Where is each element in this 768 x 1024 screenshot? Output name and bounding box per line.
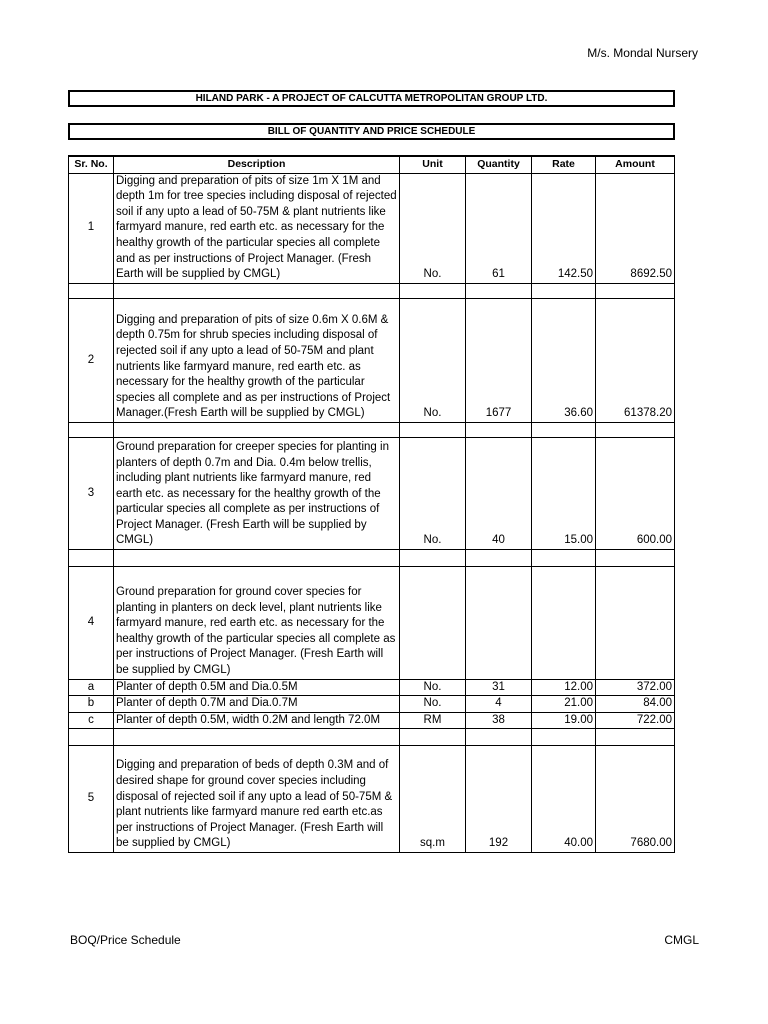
project-title: HILAND PARK - A PROJECT OF CALCUTTA METROPOLITAN GROUP LTD.	[68, 90, 675, 107]
description: Ground preparation for creeper species for planting in planters of depth 0.7m and Dia. 0.4m below trellis, including plant nutrients like farmyard manure, red earth etc. as necessary for the healthy growth of the particular species all complete as per instructions of Project Manager. (Fresh Earth will be supplied by CMGL)	[114, 437, 400, 549]
col-header-quantity: Quantity	[466, 156, 532, 173]
quantity: 192	[466, 746, 532, 853]
description: Planter of depth 0.7M and Dia.0.7M	[114, 696, 400, 713]
quantity: 1677	[466, 298, 532, 422]
amount: 372.00	[596, 679, 675, 696]
boq-table	[68, 155, 675, 853]
schedule-title: BILL OF QUANTITY AND PRICE SCHEDULE	[68, 123, 675, 140]
sr-no: a	[69, 679, 114, 696]
footer-left: BOQ/Price Schedule	[70, 933, 181, 947]
table-row	[69, 696, 675, 713]
amount: 600.00	[596, 437, 675, 549]
spacer-row	[69, 283, 675, 298]
rate: 12.00	[532, 679, 596, 696]
rate: 40.00	[532, 746, 596, 853]
unit: No.	[400, 679, 466, 696]
description: Digging and preparation of pits of size 1m X 1M and depth 1m for tree species including disposal of rejected soil if any upto a lead of 50-75M & plant nutrients like farmyard manure, red earth etc. as necessary for the healthy growth of the particular species all complete and as per instructions of Project Manager. (Fresh Earth will be supplied by CMGL)	[114, 173, 400, 283]
col-header-amount: Amount	[596, 156, 675, 173]
table-row	[69, 173, 675, 283]
unit: RM	[400, 712, 466, 729]
rate: 142.50	[532, 173, 596, 283]
spacer-row	[69, 422, 675, 437]
amount: 8692.50	[596, 173, 675, 283]
sr-no: c	[69, 712, 114, 729]
unit: No.	[400, 437, 466, 549]
col-header-description: Description	[114, 156, 400, 173]
unit: No.	[400, 173, 466, 283]
unit: No.	[400, 696, 466, 713]
spacer-row	[69, 729, 675, 746]
amount: 61378.20	[596, 298, 675, 422]
quantity: 61	[466, 173, 532, 283]
amount: 7680.00	[596, 746, 675, 853]
sr-no: 5	[69, 746, 114, 853]
rate: 19.00	[532, 712, 596, 729]
table-header-row	[69, 156, 675, 173]
quantity: 4	[466, 696, 532, 713]
sr-no: 1	[69, 173, 114, 283]
quantity: 40	[466, 437, 532, 549]
col-header-sr: Sr. No.	[69, 156, 114, 173]
amount: 84.00	[596, 696, 675, 713]
table-row	[69, 746, 675, 853]
description: Planter of depth 0.5M, width 0.2M and length 72.0M	[114, 712, 400, 729]
sr-no: b	[69, 696, 114, 713]
quantity: 31	[466, 679, 532, 696]
sr-no: 3	[69, 437, 114, 549]
description: Ground preparation for ground cover species for planting in planters on deck level, plant nutrients like farmyard manure, red earth etc. as necessary for the healthy growth of the particular species all complete as per instructions of Project Manager. (Fresh Earth will be supplied by CMGL)	[114, 567, 400, 680]
rate: 21.00	[532, 696, 596, 713]
table-row	[69, 712, 675, 729]
rate: 15.00	[532, 437, 596, 549]
spacer-row	[69, 550, 675, 567]
description: Digging and preparation of beds of depth 0.3M and of desired shape for ground cover species including disposal of rejected soil if any upto a lead of 50-75M & plant nutrients like farmyard manure red earth etc.as per instructions of Project Manager. (Fresh Earth will be supplied by CMGL)	[114, 746, 400, 853]
col-header-unit: Unit	[400, 156, 466, 173]
unit: sq.m	[400, 746, 466, 853]
sr-no: 2	[69, 298, 114, 422]
rate: 36.60	[532, 298, 596, 422]
col-header-rate: Rate	[532, 156, 596, 173]
amount: 722.00	[596, 712, 675, 729]
description: Planter of depth 0.5M and Dia.0.5M	[114, 679, 400, 696]
table-row	[69, 437, 675, 549]
table-row	[69, 567, 675, 680]
unit: No.	[400, 298, 466, 422]
sr-no: 4	[69, 567, 114, 680]
table-row	[69, 679, 675, 696]
table-row	[69, 298, 675, 422]
description: Digging and preparation of pits of size 0.6m X 0.6M & depth 0.75m for shrub species including disposal of rejected soil if any upto a lead of 50-75M and plant nutrients like farmyard manure, red earth etc. as necessary for the healthy growth of the particular species all complete and as per instructions of Project Manager.(Fresh Earth will be supplied by CMGL)	[114, 298, 400, 422]
footer-right: CMGL	[664, 933, 699, 947]
quantity: 38	[466, 712, 532, 729]
company-name: M/s. Mondal Nursery	[587, 46, 698, 60]
